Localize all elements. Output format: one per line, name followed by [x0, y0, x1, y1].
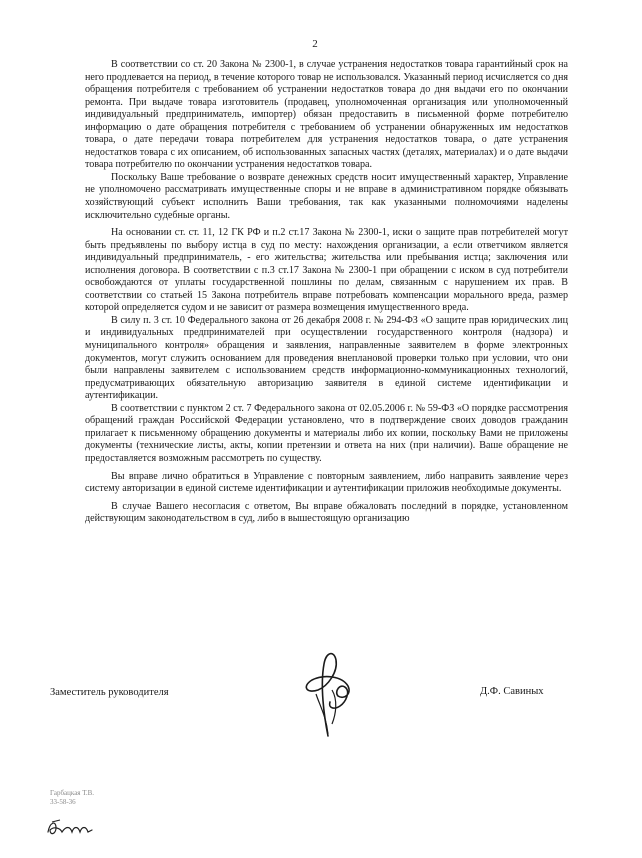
paragraph-law-294: В силу п. 3 ст. 10 Федерального закона от 26 декабря 2008 г. № 294-ФЗ «О защите прав юридических лиц и индивидуальных предпринимателей при осуществлении государственного контроля (надзора) и муниципального контроля» обращения и заявления, направленные заявителем в форме электронных документов, могут служить основанием для проведения внеплановой проверки только при условии, что они были направлены заявителем с использованием средств информационно-коммуникационных технологий, предусматривающих обязательную авторизацию заявителя в единой системе идентификации и аутентификации. [85, 314, 568, 402]
paragraph-repeat-application: Вы вправе лично обратиться в Управление с повторным заявлением, либо направить заявление через систему авторизации в единой системе идентификации и аутентификации приложив необходимые документы. [85, 470, 568, 495]
signer-name: Д.Ф. Савиных [480, 686, 544, 697]
letter-body [85, 59, 568, 526]
handwritten-signature [298, 646, 358, 741]
handwritten-initials [46, 816, 96, 838]
page-number: 2 [312, 38, 318, 50]
paragraph-appeal: В случае Вашего несогласия с ответом, Вы вправе обжаловать последний в порядке, установленном действующим законодательством в суд, либо в вышестоящую организацию [85, 500, 568, 525]
executor-phone: 33-58-36 [50, 798, 76, 806]
paragraph-warranty: В соответствии со ст. 20 Закона № 2300-1, в случае устранения недостатков товара гарантийный срок на него продлевается на период, в течение которого товар не использовался. Указанный период исчисляется со дня обращения потребителя с требованием об устранении недостатков товара до дня выдачи его по окончании ремонта. При выдаче товара изготовитель (продавец, уполномоченная организация или уполномоченный индивидуальный предприниматель, импортер) обязан предоставить в письменной форме потребителю информацию о дате обращения потребителя с требованием об устранении обнаруженных им недостатков товара, о дате передачи товара потребителем для устранения недостатков товара, о дате устранения недостатков товара с их описанием, об использованных запасных частях (деталях, материалах) и о дате выдачи товара потребителю по окончании устранения недостатков товара. [85, 59, 568, 171]
paragraph-court-jurisdiction: На основании ст. ст. 11, 12 ГК РФ и п.2 ст.17 Закона № 2300-1, иски о защите прав потребителей могут быть предъявлены по выбору истца в суд по месту: нахождения организации, а если ответчиком является индивидуальный предприниматель, - его жительства; жительства или пребывания истца; заключения или исполнения договора. В соответствии с п.3 ст.17 Закона № 2300-1 при обращении с иском в суд потребители освобождаются от уплаты государственной пошлины по делам, связанным с нарушением их прав. В соответствии со статьей 15 Закона потребитель вправе потребовать компенсации морального вреда, размер которой определяется судом и не зависит от размера возмещения имущественного вреда. [85, 227, 568, 314]
signer-position: Заместитель руководителя [50, 687, 169, 698]
executor-name: Гарбацкая Т.В. [50, 789, 95, 797]
executor-info [50, 789, 94, 807]
paragraph-law-59: В соответствии с пунктом 2 ст. 7 Федерального закона от 02.05.2006 г. № 59-ФЗ «О порядке рассмотрения обращений граждан Российской Федерации установлено, что в подтверждение своих доводов гражданин прилагает к письменному обращению документы и материалы либо их копии, поскольку Вами не приложены документы (технические листы, акты, копии претензии и ответа на них (при наличии). Ваше обращение не предоставляется возможным рассмотреть по существу. [85, 402, 568, 464]
paragraph-property-claim: Поскольку Ваше требование о возврате денежных средств носит имущественный характер, Управление не уполномочено рассматривать имущественные споры и не вправе в административном порядке обязывать хозяйствующий субъект исполнить Ваши требования, так как указанными полномочиями наделены исключительно судебные органы. [85, 171, 568, 221]
